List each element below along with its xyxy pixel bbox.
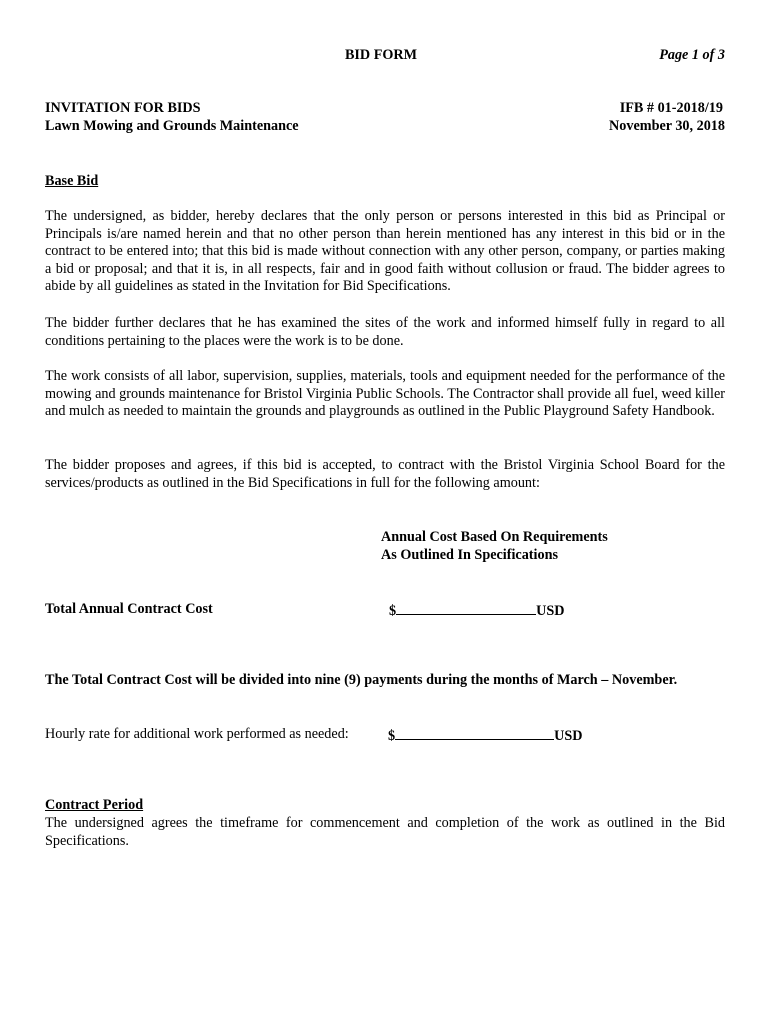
contract-period-heading: Contract Period	[45, 797, 144, 813]
invitation-title: INVITATION FOR BIDS	[45, 100, 201, 116]
hourly-rate-blank[interactable]	[395, 726, 554, 740]
bid-form-page	[45, 0, 725, 1024]
ifb-date: November 30, 2018	[609, 118, 725, 134]
total-annual-cost-blank[interactable]	[396, 601, 536, 615]
currency-suffix: USD	[554, 728, 583, 744]
currency-symbol: $	[388, 728, 396, 744]
base-bid-paragraph-scope-of-work: The work consists of all labor, supervision, supplies, materials, tools and equipment needed for the performance of the mowing and grounds maintenance for Bristol Virginia Public Schools. The Contractor shall provide all fuel, weed killer and mulch as needed to maintain the grounds and playgrounds as outlined in the Public Playground Safety Handbook.	[45, 368, 725, 419]
form-title: BID FORM	[344, 47, 418, 63]
annual-cost-heading-line1: Annual Cost Based On Requirements	[381, 529, 608, 545]
total-annual-contract-cost-label: Total Annual Contract Cost	[45, 601, 213, 617]
total-annual-cost-entry	[389, 601, 564, 621]
contract-period-text: The undersigned agrees the timeframe for commencement and completion of the work as outlined in the Bid Specifications.	[45, 815, 725, 849]
base-bid-paragraph-proposal: The bidder proposes and agrees, if this bid is accepted, to contract with the Bristol Virginia School Board for the services/products as outlined in the Bid Specifications in full for the following amount:	[45, 457, 725, 491]
hourly-rate-label: Hourly rate for additional work performed as needed:	[45, 726, 349, 742]
base-bid-paragraph-site-inspection: The bidder further declares that he has examined the sites of the work and informed himself fully in regard to all conditions pertaining to the places were the work is to be done.	[45, 315, 725, 349]
page-number: Page 1 of 3	[659, 47, 725, 63]
annual-cost-heading-line2: As Outlined In Specifications	[381, 547, 558, 563]
currency-suffix: USD	[536, 603, 565, 619]
ifb-number: IFB # 01-2018/19	[619, 100, 723, 116]
hourly-rate-entry	[388, 726, 582, 746]
currency-symbol: $	[389, 603, 397, 619]
invitation-subtitle: Lawn Mowing and Grounds Maintenance	[45, 118, 299, 134]
base-bid-paragraph-declaration: The undersigned, as bidder, hereby declares that the only person or persons interested in this bid as Principal or Principals is/are named herein and that no other person than herein mentioned has any interest in this bid or in the contract to be entered into; that this bid is made without connection with any other person, company, or parties making a bid or proposal; and that it is, in all respects, fair and in good faith without collusion or fraud. The bidder agrees to abide by all guidelines as stated in the Invitation for Bid Specifications.	[45, 208, 725, 294]
payment-schedule-note: The Total Contract Cost will be divided into nine (9) payments during the months of March – November.	[45, 672, 678, 688]
base-bid-heading: Base Bid	[45, 173, 99, 189]
